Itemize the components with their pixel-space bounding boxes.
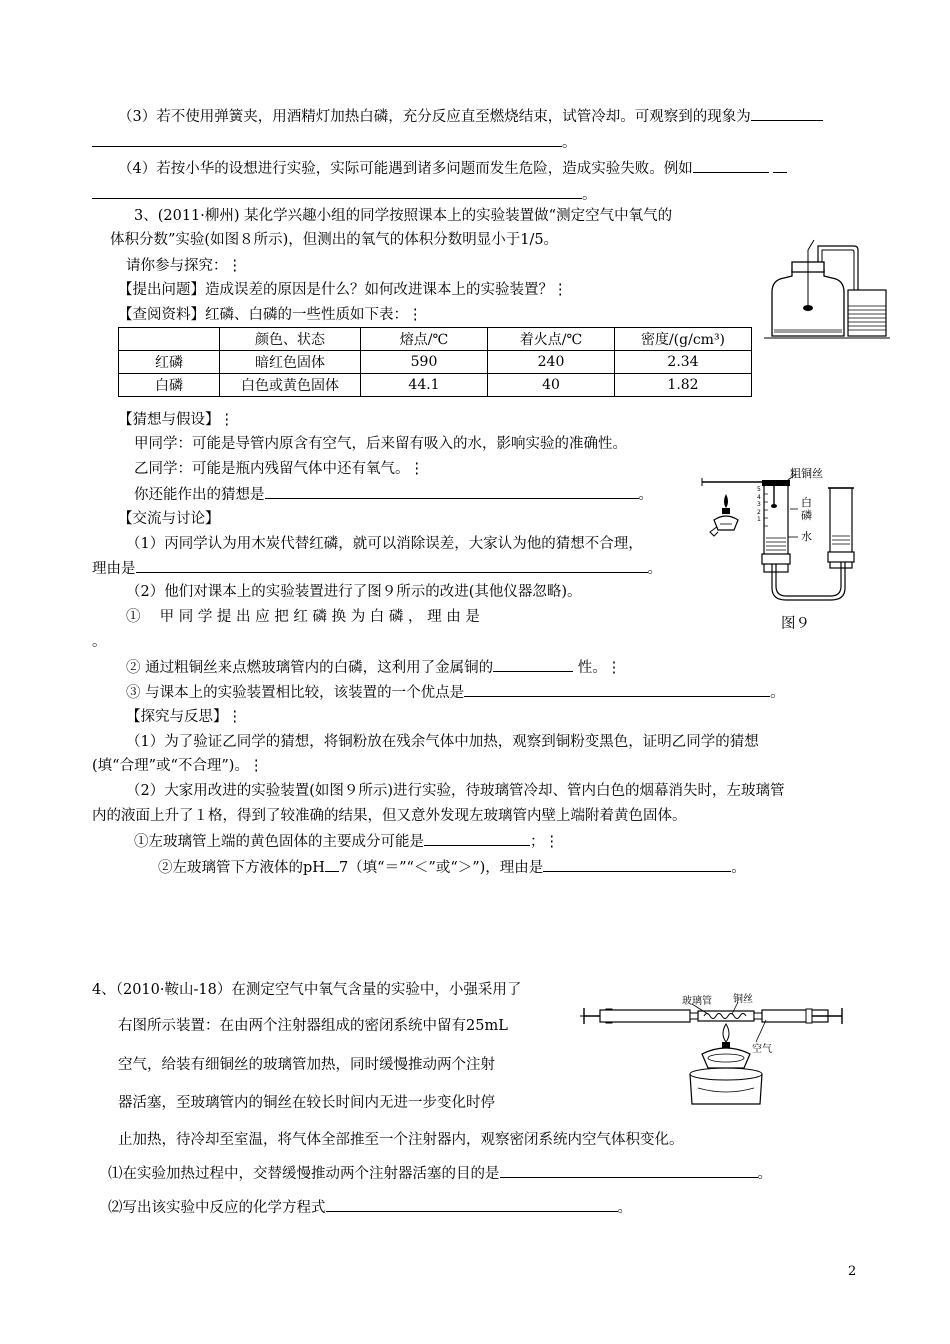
fig-label-copper: 铜丝 [733,994,753,1005]
table-header: 着火点/℃ [488,328,615,351]
table-cell: 2.34 [615,351,752,374]
properties-table [118,327,752,397]
q3-yi: 乙同学：可能是瓶内残留气体中还有氧气。⋮ [134,461,424,477]
table-cell: 1.82 [615,374,752,397]
fig9-scale-tick: 5 [757,486,761,493]
fig9-label-water: 水 [801,530,812,543]
fig9-label-wire: 粗铜丝 [790,467,823,480]
fig9-label-p: 磷 [801,509,812,522]
q3-c1: ① 甲 同 学 提 出 应 把 红 磷 换 为 白 磷 ， 理 由 是 [126,609,480,625]
q4-sub-2: ⑵写出该实验中反应的化学方程式 。 [108,1197,632,1218]
q3-intro-2: 体积分数”实验(如图８所示)，但测出的氧气的体积分数明显小于1/5。 [110,232,559,248]
q3-r4: ②左玻璃管下方液体的pH 7（填“＝”“＜”或“＞”)，理由是 。 [158,857,746,878]
q3-d2: （2）他们对课本上的实验装置进行了图９所示的改进(其他仪器忽略)。 [126,584,582,600]
answer-blank[interactable] [424,831,530,846]
answer-blank[interactable] [326,1197,618,1212]
table-header [119,328,220,351]
fig-label-tube: 玻璃管 [682,996,712,1007]
table-cell: 240 [488,351,615,374]
fig9-label-white: 白 [801,496,812,509]
answer-blank[interactable] [693,158,769,173]
table-cell: 40 [488,374,615,397]
table-header: 熔点/℃ [361,328,488,351]
q3-discussion: 【交流与讨论】 [118,511,220,527]
q4-sub-1: ⑴在实验加热过程中，交替缓慢推动两个注射器活塞的目的是 。 [108,1163,772,1184]
q4-line-5: 止加热，待冷却至室温，将气体全部推至一个注射器内，观察密闭系统内空气体积变化。 [118,1132,684,1148]
q3-r1b: (填“合理”或“不合理”)。⋮ [92,758,264,774]
q3-question: 【提出问题】造成误差的原因是什么？如何改进课本上的实验装置？⋮ [118,282,568,298]
answer-blank[interactable] [464,682,770,697]
fig9-scale-tick: 3 [757,501,761,509]
q4-line-3: 空气，给装有细铜丝的玻璃管加热，同时缓慢推动两个注射 [118,1057,495,1073]
q3-reflection: 【探究与反思】⋮ [126,709,242,725]
answer-blank[interactable] [92,132,562,147]
q3-jia: 甲同学：可能是导管内原含有空气，后来留有吸入的水，影响实验的准确性。 [134,436,627,452]
syringe-apparatus [580,996,852,1116]
q2-item3-cont: 。 [92,132,577,153]
table-cell: 590 [361,351,488,374]
q4-line-4: 器活塞，至玻璃管内的铜丝在较长时间内无进一步变化时停 [118,1095,495,1111]
fig9-caption: 图９ [781,616,810,632]
table-cell: 白色或黄色固体 [220,374,361,397]
table-cell: 44.1 [361,374,488,397]
q3-materials: 【查阅资料】红磷、白磷的一些性质如下表：⋮ [118,307,423,323]
q2-item4-cont: 。 [92,184,597,205]
answer-blank[interactable] [265,484,639,499]
q3-c1-end: 。 [92,634,107,650]
q3-d1b: 理由是 。 [92,558,662,579]
table-cell: 暗红色固体 [220,351,361,374]
table-cell: 白磷 [119,374,220,397]
fig9-scale-tick: 1 [757,516,761,524]
answer-blank[interactable] [325,857,339,872]
table-row [119,351,752,374]
q3-c3: ③ 与课本上的实验装置相比较，该装置的一个优点是 。 [126,682,785,703]
q4-line-1: 4、（2010·鞍山-18）在测定空气中氧气含量的实验中，小强采用了 [92,982,522,998]
q3-hypothesis: 【猜想与假设】⋮ [118,412,234,428]
q3-r1a: （1）为了验证乙同学的猜想，将铜粉放在残余气体中加热，观察到铜粉变黑色，证明乙同学的猜想 [126,734,759,750]
answer-blank[interactable] [543,857,731,872]
q3-r2b: 内的液面上升了１格，得到了较准确的结果，但又意外发现左玻璃管内壁上端附着黄色固体。 [92,808,687,824]
q2-item3: （3）若不使用弹簧夹，用酒精灯加热白磷，充分反应直至燃烧结束，试管冷却。可观察到的现象为 [118,106,823,127]
q3-c2: ② 通过粗铜丝来点燃玻璃管内的白磷，这利用了金属铜的 性。⋮ [126,657,621,678]
table-header-row [119,328,752,351]
answer-blank[interactable] [136,558,648,573]
q2-item4: （4）若按小华的设想进行实验，实际可能遇到诸多问题而发生危险，造成实验失败。例如 [118,158,787,179]
q3-you: 你还能作出的猜想是 。 [134,484,653,505]
table-cell: 红磷 [119,351,220,374]
fig9-scale-tick: 2 [757,508,761,516]
answer-blank[interactable] [92,184,582,199]
answer-blank[interactable] [493,657,573,672]
fig9-scale [757,486,763,524]
q3-d1a: （1）丙同学认为用木炭代替红磷，就可以消除误差，大家认为他的猜想不合理， [126,536,643,552]
fig9-scale-tick: 4 [757,493,761,501]
table-header: 密度/(g/cm³) [615,328,752,351]
q4-line-2: 右图所示装置：在由两个注射器组成的密闭系统中留有25mL [118,1018,508,1034]
q3-r2a: （2）大家用改进的实验装置(如图９所示)进行实验，待玻璃管冷却、管内白色的烟幕消失时，左玻璃管 [126,783,785,799]
answer-blank[interactable] [751,106,823,121]
table-row [119,374,752,397]
answer-blank[interactable] [500,1163,758,1178]
table-header: 颜色、状态 [220,328,361,351]
fig-label-air: 空气 [752,1044,772,1055]
q3-r3: ①左玻璃管上端的黄色固体的主要成分可能是 ；⋮ [134,831,559,852]
q3-invite: 请你参与探究：⋮ [126,258,242,274]
q3-intro-1: 3、(2011·柳州) 某化学兴趣小组的同学按照课本上的实验装置做“测定空气中氧气的 [134,208,673,224]
figure-8-apparatus [762,210,892,340]
figure-9-apparatus [700,474,860,608]
page-number: 2 [848,1264,857,1279]
